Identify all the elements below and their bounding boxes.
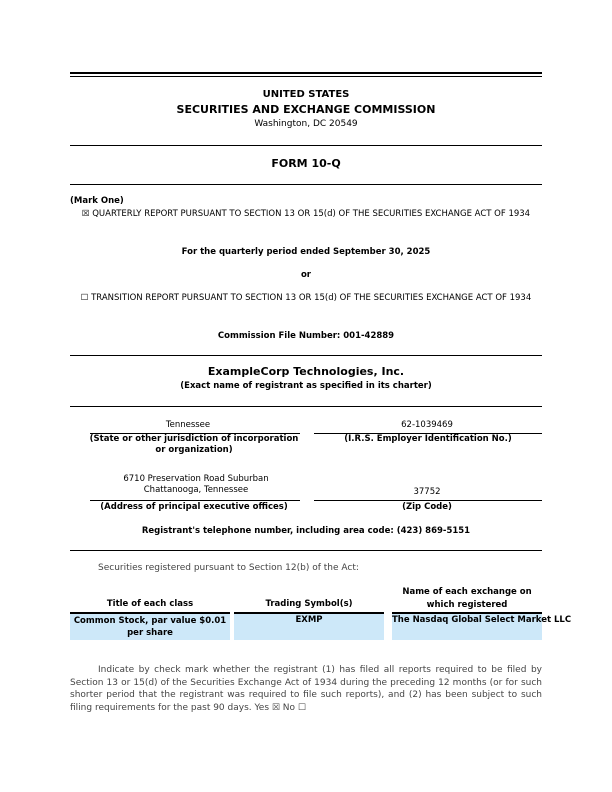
- registrant-telephone: Registrant's telephone number, including area code: (423) 869-5151: [141, 526, 471, 536]
- securities-intro: Securities registered pursuant to Section 12(b) of the Act:: [98, 563, 359, 573]
- address-caption: (Address of principal executive offices): [100, 502, 288, 512]
- registrant-name-caption: (Exact name of registrant as specified in its charter): [180, 381, 432, 391]
- filing-compliance-paragraph: Indicate by check mark whether the registrant (1) has filed all reports required to be filed by Section 13 or 15(d) of the Securities Exchange Act of 1934 during the preceding 12 months (or for such shorter period that the registrant was required to file such reports), and (2) has been subject to such filing requirements for the past 90 days. Yes ☒ No ☐: [70, 665, 542, 713]
- top-rule-thin: [70, 76, 542, 77]
- trading-symbol-value: EXMP: [295, 615, 323, 625]
- form-title: FORM 10-Q: [271, 157, 341, 170]
- security-class-value: Common Stock, par value $0.01 per share: [73, 616, 227, 638]
- col-header-exchange: Name of each exchange on which registered: [402, 587, 532, 610]
- agency-location: Washington, DC 20549: [254, 119, 358, 129]
- top-rule-thick: [70, 72, 542, 74]
- mark-rule: [70, 355, 542, 356]
- or-text: or: [300, 270, 312, 280]
- principal-office-address: 6710 Preservation Road Suburban Chattanooga, Tennessee: [123, 474, 269, 495]
- agency-name: SECURITIES AND EXCHANGE COMMISSION: [176, 103, 436, 116]
- commission-file-number: Commission File Number: 001-42889: [217, 331, 395, 341]
- employer-id-number: 62-1039469: [401, 420, 453, 430]
- col-header-title-of-class: Title of each class: [106, 599, 194, 609]
- header-rule: [70, 145, 542, 146]
- zip-underline: [314, 500, 542, 501]
- address-underline: [90, 500, 300, 501]
- form-rule: [70, 184, 542, 185]
- telephone-rule: [70, 550, 542, 551]
- zip-caption: (Zip Code): [402, 502, 452, 512]
- mark-one-label: (Mark One): [70, 196, 124, 206]
- exchange-value: The Nasdaq Global Select Market LLC: [392, 615, 572, 625]
- quarterly-report-option: ☒ QUARTERLY REPORT PURSUANT TO SECTION 13 OR 15(d) OF THE SECURITIES EXCHANGE ACT OF 1934: [81, 209, 531, 219]
- state-of-incorporation: Tennessee: [165, 420, 211, 430]
- ein-caption: (I.R.S. Employer Identification No.): [344, 434, 512, 444]
- state-caption: (State or other jurisdiction of incorporation or organization): [89, 434, 299, 455]
- transition-report-option: ☐ TRANSITION REPORT PURSUANT TO SECTION 13 OR 15(d) OF THE SECURITIES EXCHANGE ACT OF 1934: [80, 293, 532, 303]
- zip-code: 37752: [413, 487, 441, 497]
- registrant-name: ExampleCorp Technologies, Inc.: [207, 365, 405, 378]
- period-ended: For the quarterly period ended September 30, 2025: [181, 247, 431, 257]
- agency-country: UNITED STATES: [262, 89, 350, 100]
- col-header-trading-symbol: Trading Symbol(s): [265, 599, 353, 609]
- registrant-rule: [70, 406, 542, 407]
